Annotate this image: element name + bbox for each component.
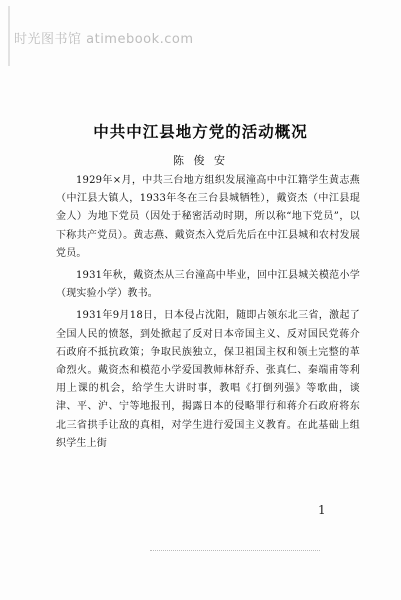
scan-artifact	[8, 6, 10, 66]
document-title: 中共中江县地方党的活动概况	[93, 123, 308, 141]
page-number: 1	[318, 503, 326, 517]
body-text	[56, 172, 360, 457]
paragraph: 1931年秋，戴资杰从三台潼高中毕业，回中江县城关模范小学（现实验小学）教书。	[56, 270, 360, 300]
author-name: 陈 俊 安	[173, 154, 228, 167]
bleed-through-artifact	[150, 550, 320, 552]
paragraph: 1929年×月，中共三台地方组织发展潼高中中江籍学生黄志燕（中江县大镇人，1933年冬在三台县城牺牲），戴资杰（中江县琨金人）为地下党员（因处于秘密活动时期，所以称“地下党员”，以下称共产党员）。黄志燕、戴资杰入党后先后在中江县城和农村发展党员。	[56, 175, 360, 259]
watermark: 时光图书馆 atimebook.com	[14, 32, 194, 47]
paragraph: 1931年9月18日，日本侵占沈阳，随即占领东北三省，激起了全国人民的愤怒，到处掀起了反对日本帝国主义、反对国民党蒋介石政府不抵抗政策；争取民族独立，保卫祖国主权和领土完整的革命烈火。戴资杰和模范小学爱国教师林舒乔、张真仁、秦端甫等利用上课的机会，给学生大讲时事，教唱《打倒列强》等歌曲，谈津、平、沪、宁等地报刊，揭露日本的侵略罪行和蒋介石政府将东北三省拱手让敌的真相，对学生进行爱国主义教育。在此基础上组织学生上街	[56, 310, 360, 449]
